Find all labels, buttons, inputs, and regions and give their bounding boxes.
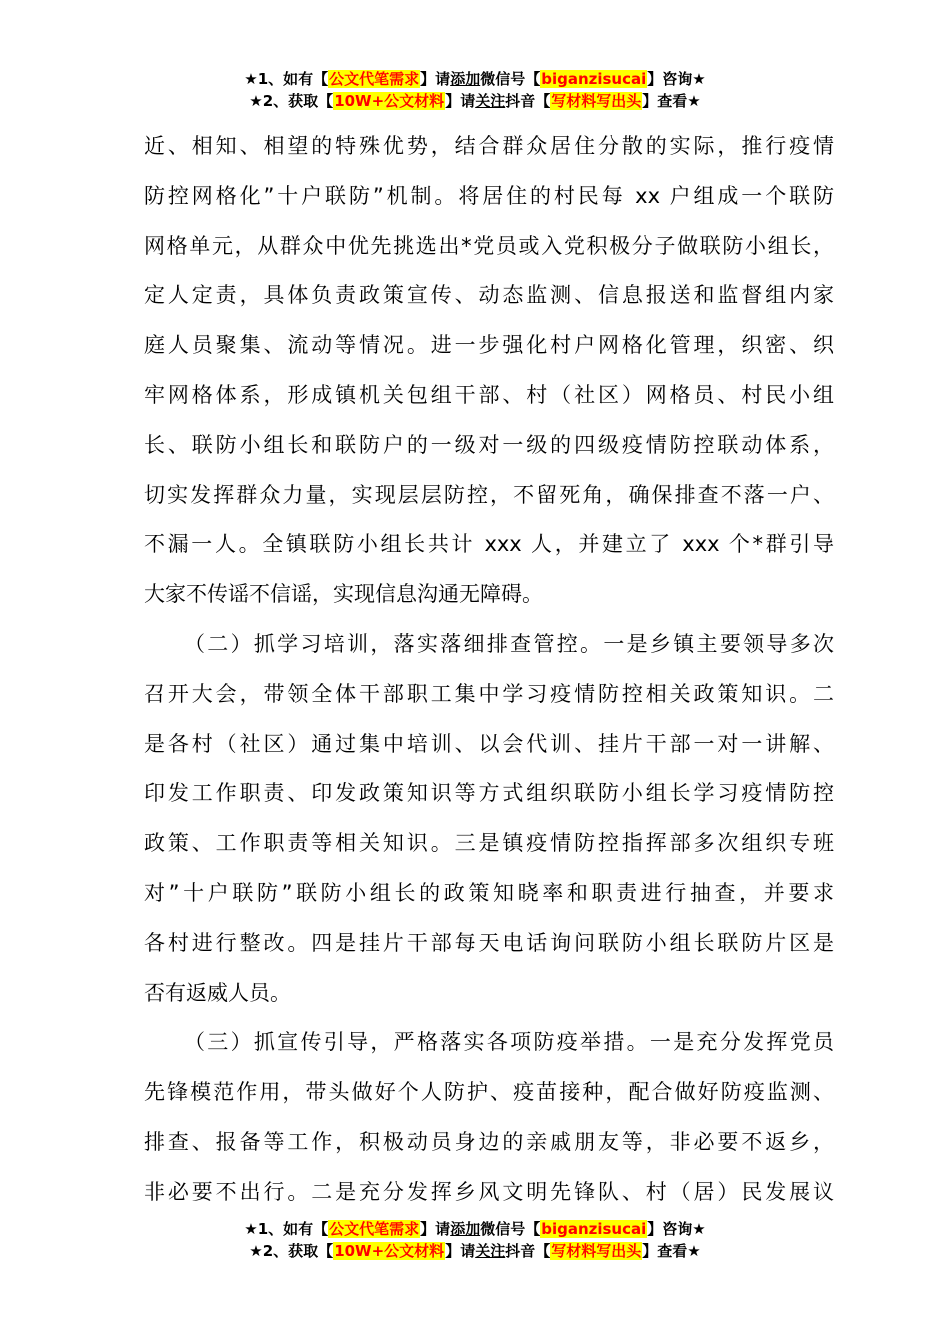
section-heading-line: （三）抓宣传引导，严格落实各项防疫举措。一是充分发挥党员 (184, 1030, 834, 1055)
promo-highlight: 10W+公文材料 (334, 1242, 445, 1260)
document-body (144, 122, 834, 1218)
promo-text: ★2、获取【 (249, 92, 334, 110)
body-line: 是各村（社区）通过集中培训、以会代训、挂片干部一对一讲解、 (144, 731, 834, 756)
promo-highlight: biganzisucai (541, 70, 647, 88)
promo-text: ★1、如有【 (244, 70, 329, 88)
promo-highlight: 公文代笔需求 (329, 1220, 420, 1238)
body-line: 各村进行整改。四是挂片干部每天电话询问联防小组长联防片区是 (144, 930, 834, 955)
promo-underline: 关注 (475, 92, 506, 110)
promo-text: 】请 (420, 70, 451, 88)
promo-highlight: 10W+公文材料 (334, 92, 445, 110)
promo-text: 抖音【 (505, 92, 551, 110)
body-line: 不漏一人。全镇联防小组长共计 xxx 人，并建立了 xxx 个*群引导 (144, 532, 834, 557)
promo-highlight: 写材料写出头 (551, 1242, 642, 1260)
promo-text: 】咨询★ (647, 70, 706, 88)
body-line: 庭人员聚集、流动等情况。进一步强化村户网格化管理，织密、织 (144, 333, 834, 358)
body-line: 长、联防小组长和联防户的一级对一级的四级疫情防控联动体系， (144, 432, 834, 457)
promo-text: 】查看★ (642, 1242, 701, 1260)
promo-text: 】请 (445, 92, 476, 110)
body-line: 大家不传谣不信谣，实现信息沟通无障碍。 (144, 582, 543, 607)
promo-underline: 添加 (450, 70, 481, 88)
promo-text: 微信号【 (480, 70, 541, 88)
promo-highlight: biganzisucai (541, 1220, 647, 1238)
section-heading-line: （二）抓学习培训，落实落细排查管控。一是乡镇主要领导多次 (184, 631, 834, 656)
body-line: 牢网格体系，形成镇机关包组干部、村（社区）网格员、村民小组 (144, 382, 834, 407)
promo-line-1 (0, 1218, 950, 1240)
promo-text: ★2、获取【 (249, 1242, 334, 1260)
promo-underline: 添加 (450, 1220, 481, 1238)
top-promo-banner (0, 68, 950, 112)
promo-line-2 (0, 1240, 950, 1262)
body-line: 先锋模范作用，带头做好个人防护、疫苗接种，配合做好防疫监测、 (144, 1080, 834, 1105)
promo-line-1 (0, 68, 950, 90)
body-line: 定人定责，具体负责政策宣传、动态监测、信息报送和监督组内家 (144, 283, 834, 308)
promo-text: 】查看★ (642, 92, 701, 110)
promo-text: 】请 (420, 1220, 451, 1238)
body-line: 防控网格化”十户联防”机制。将居住的村民每 xx 户组成一个联防 (144, 183, 834, 208)
body-line: 切实发挥群众力量，实现层层防控，不留死角，确保排查不落一户、 (144, 482, 834, 507)
promo-text: ★1、如有【 (244, 1220, 329, 1238)
body-line: 非必要不出行。二是充分发挥乡风文明先锋队、村（居）民发展议 (144, 1179, 834, 1204)
bottom-promo-banner (0, 1218, 950, 1262)
body-line: 排查、报备等工作，积极动员身边的亲戚朋友等，非必要不返乡， (144, 1129, 834, 1154)
promo-text: 】请 (445, 1242, 476, 1260)
body-line: 召开大会，带领全体干部职工集中学习疫情防控相关政策知识。二 (144, 681, 834, 706)
promo-underline: 关注 (475, 1242, 506, 1260)
promo-highlight: 写材料写出头 (551, 92, 642, 110)
promo-highlight: 公文代笔需求 (329, 70, 420, 88)
body-line: 近、相知、相望的特殊优势，结合群众居住分散的实际，推行疫情 (144, 134, 834, 158)
promo-text: 抖音【 (505, 1242, 551, 1260)
body-line: 对”十户联防”联防小组长的政策知晓率和职责进行抽查，并要求 (144, 880, 834, 905)
body-line: 政策、工作职责等相关知识。三是镇疫情防控指挥部多次组织专班 (144, 831, 834, 856)
body-line: 否有返威人员。 (144, 980, 291, 1005)
body-line: 网格单元，从群众中优先挑选出*党员或入党积极分子做联防小组长， (144, 233, 834, 258)
promo-text: 】咨询★ (647, 1220, 706, 1238)
body-line: 印发工作职责、印发政策知识等方式组织联防小组长学习疫情防控 (144, 781, 834, 806)
promo-line-2 (0, 90, 950, 112)
promo-text: 微信号【 (480, 1220, 541, 1238)
